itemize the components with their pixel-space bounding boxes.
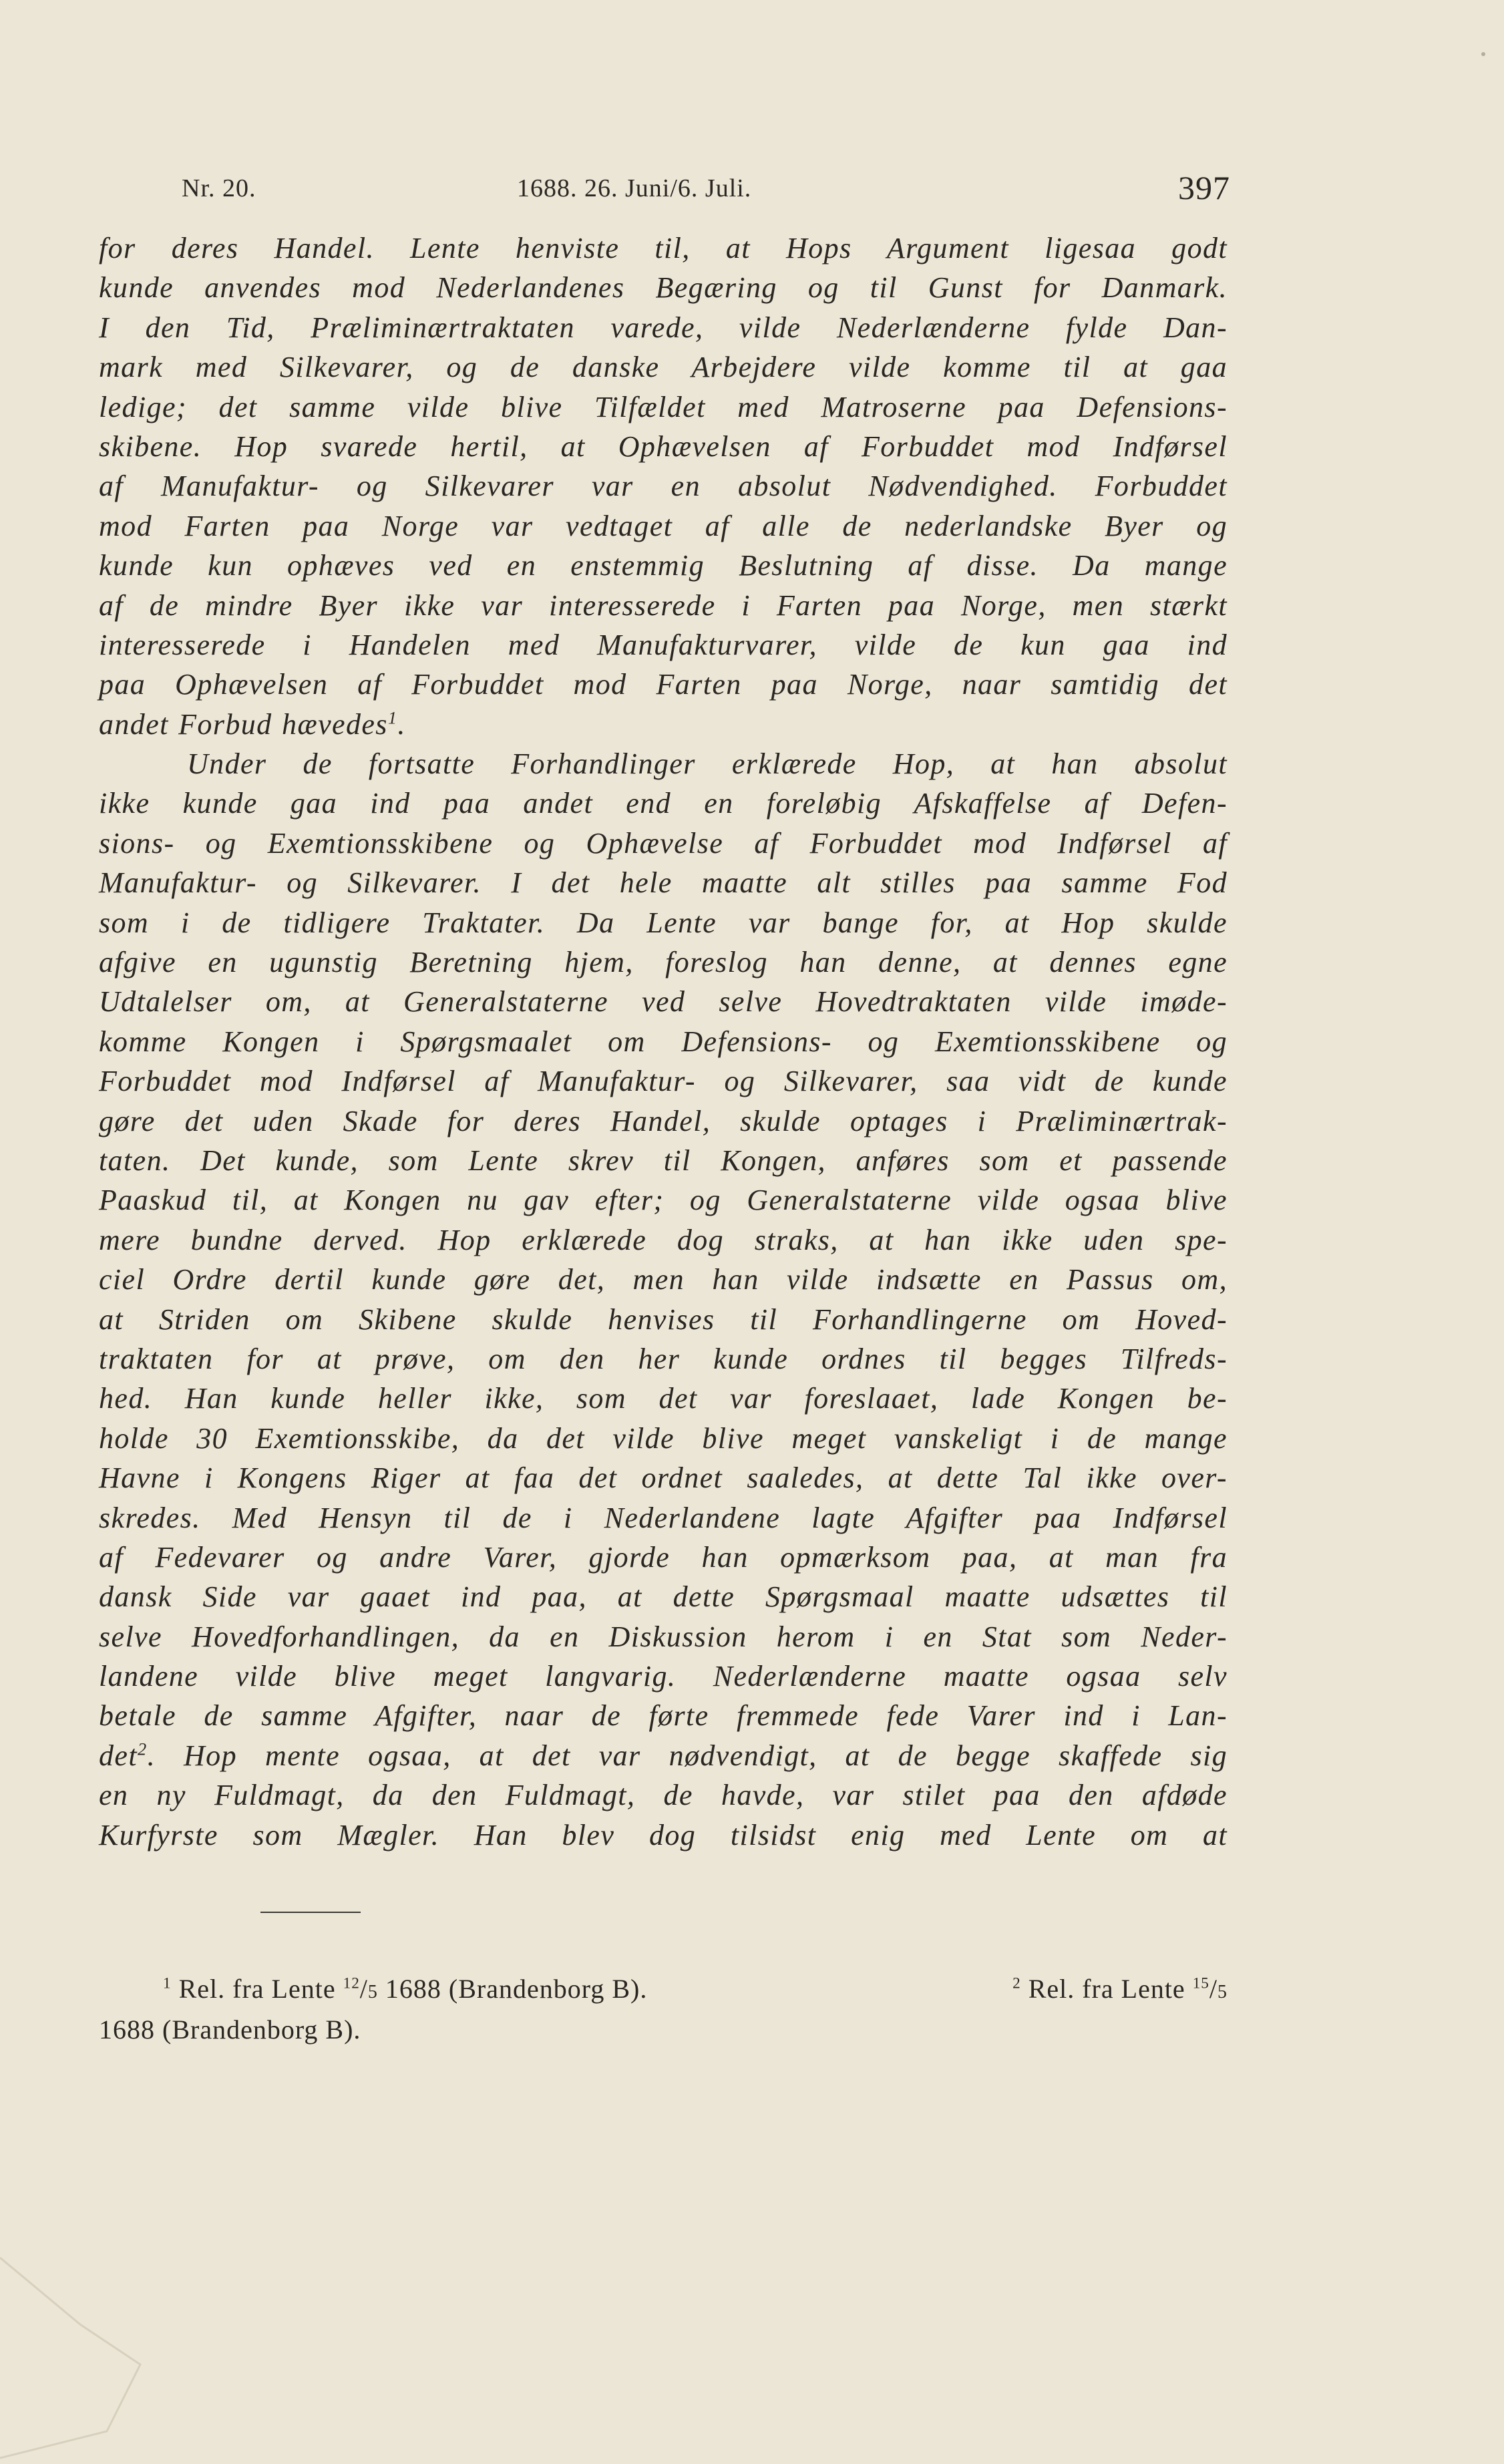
text-line: dansk Side var gaaet ind paa, at dette Spørgsmaal maatte udsættes til <box>99 1580 1228 1614</box>
footnote-1-text: Rel. fra Lente <box>178 1974 343 2004</box>
text-line: som i de tidligere Traktater. Da Lente var bange for, at Hop skulde <box>99 906 1228 939</box>
text-line: sions- og Exemtionsskibene og Ophævelse af Forbuddet mod Indførsel af <box>99 826 1228 860</box>
text-line-paragraph-end <box>99 705 1228 744</box>
text-line: ikke kunde gaa ind paa andet end en foreløbig Afskaffelse af Defen- <box>99 787 1228 820</box>
text-line: interesserede i Handelen med Manufakturvarer, vilde de kun gaa ind <box>99 628 1228 661</box>
text-line: for deres Handel. Lente henviste til, at Hops Argument ligesaa godt <box>99 232 1228 265</box>
text-line: paa Ophævelsen af Forbuddet mod Farten paa Norge, naar samtidig det <box>99 668 1228 701</box>
text-fragment: det <box>99 1739 138 1772</box>
text-line: en ny Fuldmagt, da den Fuldmagt, de havde, var stilet paa den afdøde <box>99 1779 1228 1812</box>
footnote-1-mark: 1 <box>163 1974 172 1992</box>
text-line: hed. Han kunde heller ikke, som det var foreslaaet, lade Kongen be- <box>99 1382 1228 1415</box>
footnote-2-mark: 2 <box>1012 1974 1021 1992</box>
text-fragment: . Hop mente ogsaa, at det var nødvendigt, at de begge skaffede sig <box>147 1739 1228 1772</box>
text-line: landene vilde blive meget langvarig. Nederlænderne maatte ogsaa selv <box>99 1660 1228 1693</box>
text-line: I den Tid, Præliminærtraktaten varede, vilde Nederlænderne fylde Dan- <box>99 311 1228 344</box>
text-line: betale de samme Afgifter, naar de førte fremmede fede Varer ind i Lan- <box>99 1699 1228 1733</box>
footnote-ref-1: 1 <box>387 707 398 728</box>
text-line: komme Kongen i Spørgsmaalet om Defensions- og Exemtionsskibene og <box>99 1025 1228 1058</box>
footnote-continuation: 1688 (Brandenborg B). <box>99 2014 361 2045</box>
text-line: skredes. Med Hensyn til de i Nederlandene lagte Afgifter paa Indførsel <box>99 1501 1228 1534</box>
footnote-2-fraction-den: 5 <box>1217 1982 1228 2002</box>
footnote-1-fraction-num: 12 <box>343 1974 360 1992</box>
text-line: skibene. Hop svarede hertil, at Ophævelsen af Forbuddet mod Indførsel <box>99 429 1228 463</box>
page-corner-fold <box>0 2231 174 2464</box>
footnotes <box>99 1970 1228 2049</box>
text-line: Manufaktur- og Silkevarer. I det hele maatte alt stilles paa samme Fod <box>99 866 1228 900</box>
text-line-with-footnote <box>99 1736 1228 1775</box>
text-line: afgive en ugunstig Beretning hjem, foreslog han denne, at dennes egne <box>99 946 1228 979</box>
footnote-2: $^2$ Rel. fra Lente $^{15}$/5 <box>1012 1974 1228 2004</box>
text-line: Havne i Kongens Riger at faa det ordnet saaledes, at dette Tal ikke over- <box>99 1461 1228 1495</box>
text-fragment: . <box>397 707 406 741</box>
speck <box>1481 52 1485 56</box>
text-line: Paaskud til, at Kongen nu gav efter; og Generalstaterne vilde ogsaa blive <box>99 1184 1228 1217</box>
footnote-separator <box>260 1912 361 1913</box>
text-line: taten. Det kunde, som Lente skrev til Kongen, anføres som et passende <box>99 1143 1228 1177</box>
text-line: af Manufaktur- og Silkevarer var en absolut Nødvendighed. Forbuddet <box>99 470 1228 503</box>
text-line: af de mindre Byer ikke var interesserede i Farten paa Norge, men stærkt <box>99 588 1228 622</box>
text-line: kunde kun ophæves ved en enstemmig Beslutning af disse. Da mange <box>99 549 1228 582</box>
text-line: mod Farten paa Norge var vedtaget af alle de nederlandske Byer og <box>99 509 1228 542</box>
footnote-ref-2: 2 <box>137 1739 148 1759</box>
text-line: holde 30 Exemtionsskibe, da det vilde blive meget vanskeligt i de mange <box>99 1421 1228 1455</box>
footnote-1-fraction-den: 5 <box>367 1982 378 2002</box>
text-line: kunde anvendes mod Nederlandenes Begæring og til Gunst for Danmark. <box>99 271 1228 305</box>
footnote-2-fraction-num: 15 <box>1192 1974 1209 1992</box>
page-number: 397 <box>1178 169 1230 206</box>
running-header <box>182 168 1230 208</box>
text-line: Forbuddet mod Indførsel af Manufaktur- og Silkevarer, saa vidt de kunde <box>99 1065 1228 1098</box>
header-date: 1688. 26. Juni/6. Juli. <box>517 174 752 202</box>
text-line: gøre det uden Skade for deres Handel, skulde optages i Præliminærtrak- <box>99 1104 1228 1137</box>
issue-number: Nr. 20. <box>182 174 256 202</box>
text-line: Udtalelser om, at Generalstaterne ved selve Hovedtraktaten vilde imøde- <box>99 985 1228 1019</box>
text-line: ciel Ordre dertil kunde gøre det, men han vilde indsætte en Passus om, <box>99 1263 1228 1296</box>
text-line: af Fedevarer og andre Varer, gjorde han opmærksom paa, at man fra <box>99 1540 1228 1574</box>
text-line: mere bundne derved. Hop erklærede dog straks, at han ikke uden spe- <box>99 1223 1228 1256</box>
text-fragment: andet Forbud hævedes <box>99 707 388 741</box>
footnote-2-text: Rel. fra Lente <box>1028 1974 1193 2004</box>
text-line: Kurfyrste som Mægler. Han blev dog tilsidst enig med Lente om at <box>99 1818 1228 1852</box>
body-text <box>99 228 1228 1855</box>
text-line: traktaten for at prøve, om den her kunde ordnes til begges Tilfreds- <box>99 1342 1228 1375</box>
text-line: mark med Silkevarer, og de danske Arbejdere vilde komme til at gaa <box>99 351 1228 384</box>
text-line: at Striden om Skibene skulde henvises til Forhandlingerne om Hoved- <box>99 1302 1228 1336</box>
footnote-row <box>99 1970 1228 2011</box>
text-line-paragraph-start: Under de fortsatte Forhandlinger erklærede Hop, at han absolut <box>187 747 1228 781</box>
footnote-1: $^1$ Rel. fra Lente $^{12}$/5 1688 (Brandenborg B). <box>163 1974 648 2004</box>
footnote-row <box>99 2011 1228 2049</box>
footnote-1-text-end: 1688 (Brandenborg B). <box>377 1974 648 2004</box>
text-line: selve Hovedforhandlingen, da en Diskussion herom i en Stat som Neder- <box>99 1620 1228 1653</box>
text-line: ledige; det samme vilde blive Tilfældet med Matroserne paa Defensions- <box>99 390 1228 423</box>
